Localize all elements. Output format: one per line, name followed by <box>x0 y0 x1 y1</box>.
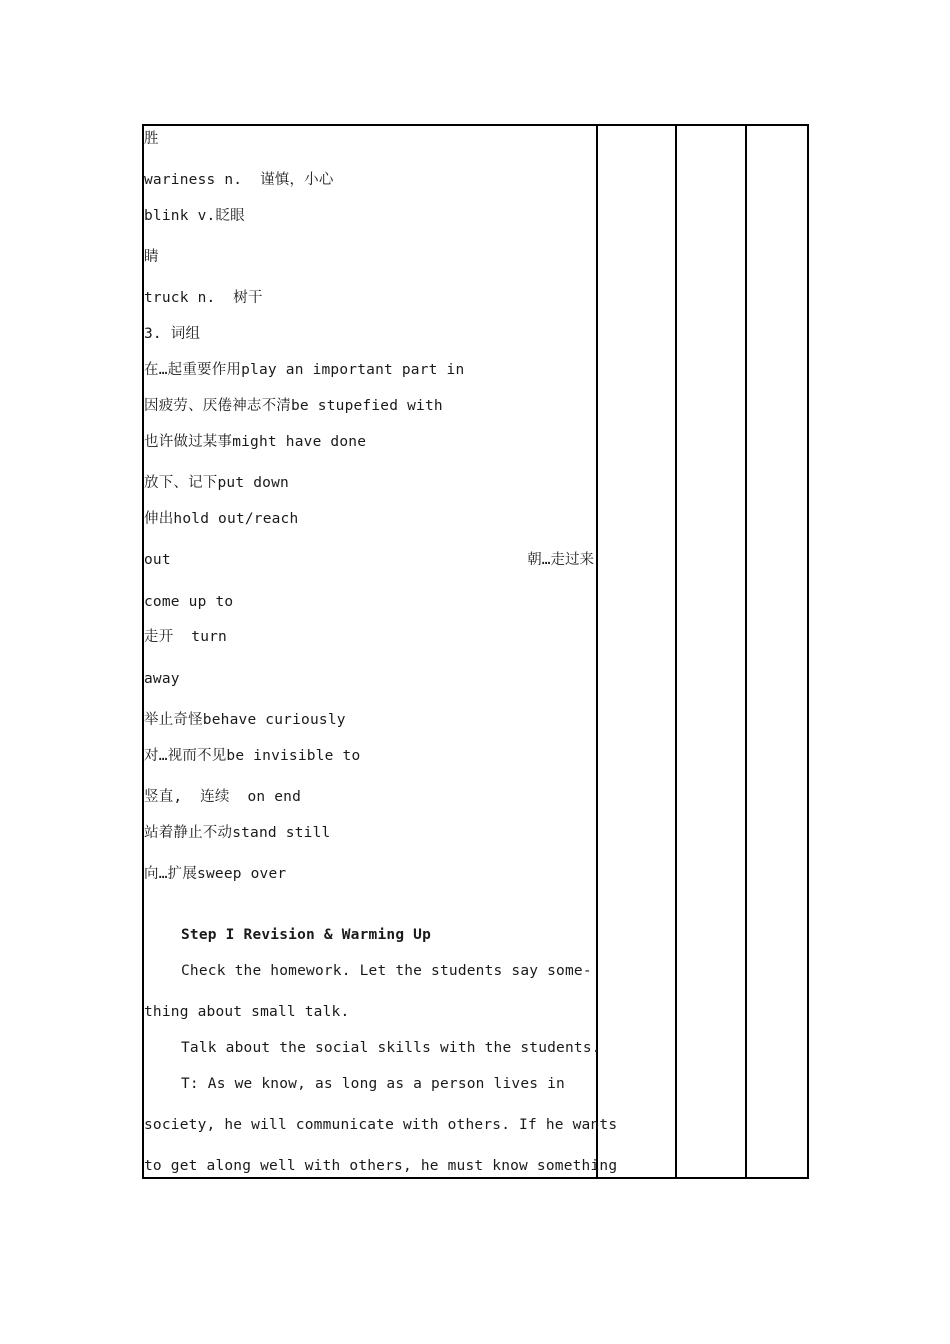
table-column-divider <box>745 124 747 1179</box>
phrase-item: 在…起重要作用play an important part in <box>144 362 465 378</box>
phrase-item: 向…扩展sweep over <box>144 866 287 882</box>
phrase-item: out <box>144 552 171 568</box>
paragraph-line: Check the homework. Let the students say some- <box>181 963 592 979</box>
phrase-item: come up to <box>144 594 234 610</box>
vocab-item: blink v.眨眼 <box>144 208 245 224</box>
phrase-item: away <box>144 671 180 687</box>
paragraph-line: Talk about the social skills with the students. <box>181 1040 601 1056</box>
table-column-divider <box>675 124 677 1179</box>
vocab-item: wariness n. 谨慎，小心 <box>144 172 334 188</box>
phrase-item: 走开 turn <box>144 629 227 645</box>
text-line: 胜 <box>144 131 159 147</box>
phrase-item: 对…视而不见be invisible to <box>144 748 361 764</box>
phrase-item: 竖直, 连续 on end <box>144 789 302 805</box>
section-heading: 3. 词组 <box>144 326 201 342</box>
vocab-item: truck n. 树干 <box>144 290 263 306</box>
table-column-divider <box>596 124 598 1179</box>
phrase-item: 也许做过某事might have done <box>144 434 367 450</box>
paragraph-line: society, he will communicate with others. If he wants <box>144 1117 618 1133</box>
phrase-item: 放下、记下put down <box>144 475 289 491</box>
text-line: 睛 <box>144 249 159 265</box>
paragraph-line: thing about small talk. <box>144 1004 350 1020</box>
step-title: Step I Revision & Warming Up <box>181 927 432 943</box>
paragraph-line: T: As we know, as long as a person lives in <box>181 1076 565 1092</box>
phrase-item: 站着静止不动stand still <box>144 825 331 841</box>
paragraph-line: to get along well with others, he must know something <box>144 1158 618 1174</box>
phrase-item: 举止奇怪behave curiously <box>144 712 346 728</box>
phrase-item: 伸出hold out/reach <box>144 511 299 527</box>
phrase-item: 因疲劳、厌倦神志不清be stupefied with <box>144 398 443 414</box>
phrase-item: 朝…走过来 <box>527 552 594 568</box>
